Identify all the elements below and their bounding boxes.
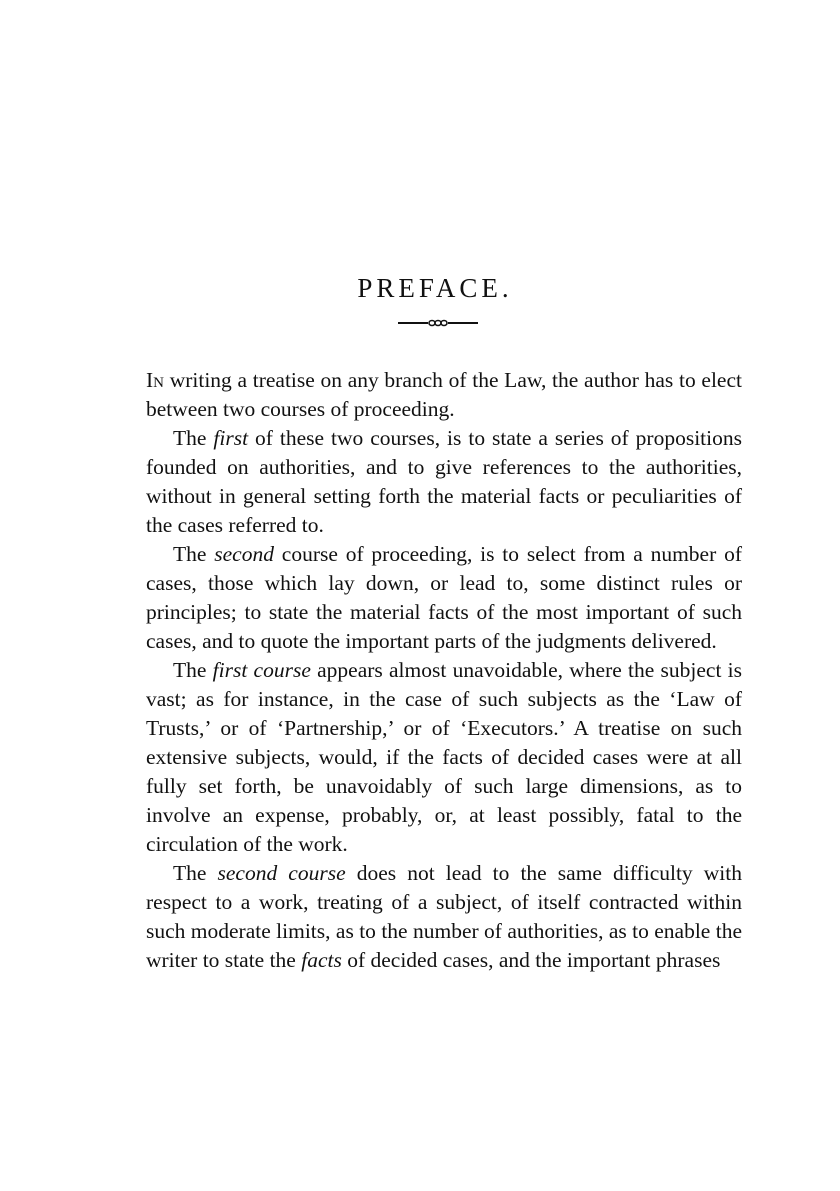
paragraph-1	[146, 366, 742, 424]
paragraph-text: course of proceeding, is to select from a number of cases, those which lay down, or lead to, some distinct rules or principles; to state the material facts of the most important of such cases, and to quote the important parts of the judgments delivered.	[146, 542, 742, 653]
emphasis-text: second course	[217, 861, 346, 885]
paragraph-text: The	[173, 861, 218, 885]
emphasis-text: first course	[212, 658, 311, 682]
emphasis-text: facts	[301, 948, 342, 972]
emphasis-text: first	[213, 426, 249, 450]
emphasis-text: second	[214, 542, 274, 566]
paragraph-2	[146, 424, 742, 540]
drop-lead-word: In	[146, 368, 164, 392]
paragraph-text: The	[173, 426, 214, 450]
paragraph-text: The	[173, 542, 215, 566]
paragraph-5	[146, 859, 742, 975]
preface-body	[146, 366, 742, 975]
paragraph-text: does not lead to the same difficulty with respect to a work, treating of a subject, of itself contracted within such moderate limits, as to the number of authorities, as to enable the writer to state the	[146, 861, 742, 972]
ornament-divider	[398, 316, 478, 330]
page-title: PREFACE.	[357, 273, 513, 304]
paragraph-text: of decided cases, and the important phrases	[341, 948, 721, 972]
paragraph-text: writing a treatise on any branch of the Law, the author has to elect between two courses of proceeding.	[146, 368, 742, 421]
paragraph-text: appears almost unavoidable, where the subject is vast; as for instance, in the case of such subjects as the ‘Law of Trusts,’ or of ‘Partnership,’ or of ‘Executors.’ A treatise on such extensive subjects, would, if the facts of decided cases were at all fully set forth, be unavoidably of such large dimensions, as to involve an expense, probably, or, at least possibly, fatal to the circulation of the work.	[146, 658, 742, 856]
paragraph-4	[146, 656, 742, 859]
paragraph-text: The	[173, 658, 213, 682]
paragraph-3	[146, 540, 742, 656]
paragraph-text: of these two courses, is to state a series of propositions founded on authorities, and to give references to the authorities, without in general setting forth the material facts or peculiarities of the cases referred to.	[146, 426, 742, 537]
